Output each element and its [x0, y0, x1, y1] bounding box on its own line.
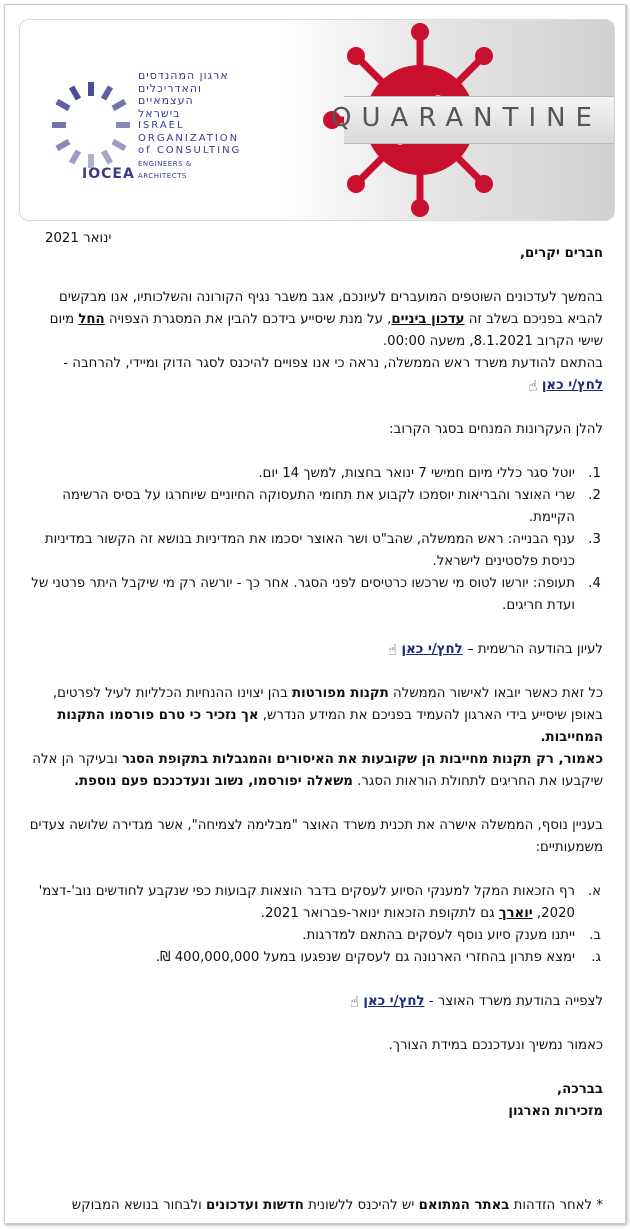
view-text: לצפייה בהודעת משרד האוצר -: [428, 994, 603, 1009]
regs-bold: תקנות מפורטות: [291, 686, 389, 701]
list-item: [27, 573, 601, 617]
page-frame: [4, 4, 626, 1224]
list-marker: 1.: [588, 466, 601, 481]
logo-abbreviation: IOCEA: [82, 166, 135, 182]
list-marker: 2.: [588, 488, 601, 503]
greeting: חברים יקרים,: [520, 246, 603, 261]
signature: מזכירות הארגון: [508, 1104, 603, 1119]
list-item: [27, 947, 601, 969]
intro-bold: עדכון ביניים: [391, 312, 465, 327]
quarantine-label: QUARANTINE: [331, 103, 602, 133]
official-text: לעיון בהודעה הרשמית –: [466, 642, 603, 657]
regs-text: כל זאת כאשר יובאו לאישור הממשלה: [388, 686, 603, 701]
intro-paragraph: [27, 287, 603, 353]
principles-list: [27, 463, 603, 617]
view-link[interactable]: לחץ/י כאן: [363, 994, 425, 1009]
footnote-bold: באתר המתואם: [418, 1198, 510, 1214]
regards: בברכה,: [557, 1082, 603, 1097]
list-item-text: ענף הבנייה: ראש הממשלה, שהב"ט ושר האוצר יסכמו את המדיניות בנושא זה הקשור במדיניות כניסת פלסטינים לישראל.: [44, 532, 575, 569]
footnote-text: יש להיכנס ללשונית: [303, 1198, 419, 1214]
regs-text: ובעיקר הן אלה שיקבעו את החריגים לתחולת הוראות הסגר.: [32, 752, 603, 789]
list-marker: 4.: [588, 576, 601, 591]
list-item-text: רף הזכאות המקל למענקי הסיוע לעסקים בדבר הוצאות קבועות כפי שנקבע לחודשים נוב'-דצמ' 2020,: [38, 884, 575, 921]
intro-text: בהמשך לעדכונים השוטפים המועברים לעיונכם, אגב משבר נגיף הקורונה והשלכותיו, אנו מבקשים להביא בפניכם בשלב זה: [59, 290, 603, 327]
logo-he-line: והאדריכלים: [138, 81, 203, 95]
list-item-text: ימצא פתרון בהחזרי הארנונה גם לעסקים שנפגעו במעל 400,000,000 ₪.: [155, 950, 575, 965]
intro-text: , על מנת שיסייע בידכם להבין את המסגרת הצפויה: [104, 312, 392, 327]
intro-text: מיום שישי הקרוב 8.1.2021, משעה 00:00.: [49, 312, 603, 349]
list-marker: ב.: [589, 928, 601, 943]
logo-en-line: ISRAEL: [138, 120, 185, 131]
logo-en-line: ENGINEERS & ARCHITECTS: [138, 159, 192, 180]
list-item: [27, 925, 601, 947]
regulations-paragraph: [27, 683, 603, 749]
list-item-text: יוטל סגר כללי מיום חמישי 7 ינואר בחצות, למשך 14 יום.: [258, 466, 575, 481]
list-item: [27, 881, 601, 925]
footnote: [72, 1198, 603, 1213]
list-item-text: שרי האוצר והבריאות יוסמכו לקבוע את תחומי התעסוקה החיוניים שיוחרגו על בסיס הרשימה הקיימת.: [62, 488, 575, 525]
logo-he-line: ארגון המהנדסים: [138, 69, 229, 82]
regs-bold: כאמור, רק תקנות מחייבות הן שקובעות את האיסורים והמגבלות בתקופת הסגר: [121, 752, 603, 767]
header-banner: [19, 19, 615, 221]
document-body: [27, 231, 603, 1123]
list-item: [27, 485, 601, 529]
intro-bold: החל: [78, 312, 105, 327]
hand-pointer-icon: ☝: [388, 641, 398, 659]
logo-he-line: העצמאיים: [138, 94, 194, 107]
regs-text: בהן יצוינו ההנחיות הכלליות לעיל לפרטים, באופן שיסייע בידי הארגון להעמיד בפניכם את המידע הנדרש,: [52, 686, 603, 723]
plan-list: [27, 881, 603, 969]
hand-pointer-icon: ☝: [528, 377, 538, 395]
list-item-text: ייתנו מענק סיוע נוסף לעסקים בהתאם למדרגות.: [302, 928, 575, 943]
regs-bold: משאלה יפורסמו, נשוב ונעדכנכם פעם נוספת.: [73, 774, 353, 789]
official-paragraph: [27, 639, 603, 661]
footnote-text: ולבחור בנושא המבוקש: [71, 1198, 206, 1214]
regulations-paragraph-2: [27, 749, 603, 793]
announce-paragraph: [27, 353, 603, 397]
regs-bold: אך נזכיר כי טרם פורסמו התקנות המחייבות.: [57, 708, 603, 745]
logo-text: [138, 70, 242, 183]
hand-pointer-icon: ☝: [350, 993, 360, 1011]
closing-text: כאמור נמשיך ונעדכנכם במידת הצורך.: [388, 1038, 603, 1053]
logo-he-line: בישראל: [138, 106, 181, 120]
view-paragraph: [27, 991, 603, 1013]
list-item-text: גם לתקופת הזכאות ינואר-פברואר 2021.: [260, 906, 499, 921]
logo-en-line: ORGANIZATION: [138, 132, 240, 144]
official-link[interactable]: לחץ/י כאן: [401, 642, 463, 657]
principles-title: להלן העקרונות המנחים בסגר הקרוב:: [389, 422, 603, 437]
plan-intro: בעניין נוסף, הממשלה אישרה את תכנית משרד האוצר "מבלימה לצמיחה", אשר מגדירה שלושה צעדים משמעותיים:: [29, 818, 603, 855]
iocea-logo-icon: [46, 80, 136, 170]
list-item: [27, 463, 601, 485]
quarantine-strip: [331, 96, 614, 144]
footnote-bold: חדשות ועדכונים: [206, 1198, 304, 1214]
footnote-text: * לאחר הזדהות: [509, 1198, 603, 1214]
list-item-bold: יוארך: [498, 906, 533, 921]
announce-text: בהתאם להודעת משרד ראש הממשלה, נראה כי אנו צפויים להיכנס לסגר הדוק ומיידי, להרחבה -: [63, 356, 603, 371]
list-item: [27, 529, 601, 573]
list-marker: 3.: [588, 532, 601, 547]
list-marker: ג.: [591, 950, 601, 965]
logo-en-line: of CONSULTING: [138, 145, 242, 156]
document-date: ינואר 2021: [45, 231, 112, 246]
list-item-text: תעופה: יורשו לטוס מי שרכשו כרטיסים לפני הסגר. אחר כך - יורשה רק מי שיקבל היתר פרטני של ועדת חריגים.: [31, 576, 575, 613]
announce-link[interactable]: לחץ/י כאן: [541, 378, 603, 393]
list-marker: א.: [587, 884, 601, 899]
